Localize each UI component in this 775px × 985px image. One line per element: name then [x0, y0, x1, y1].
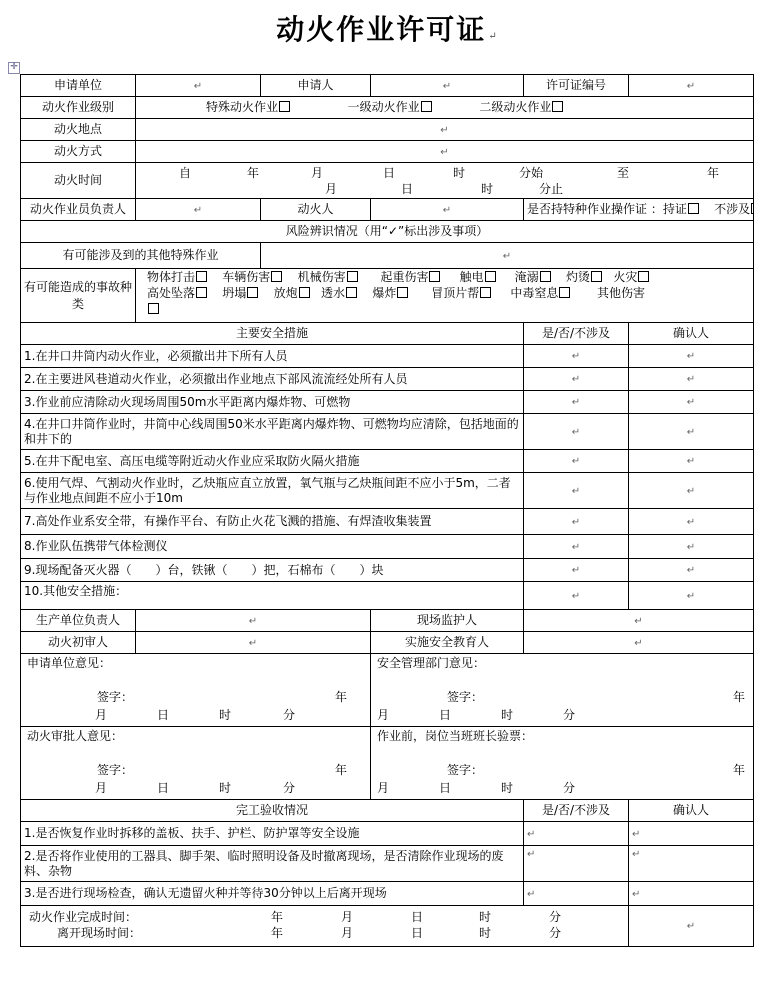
safety-educator-label: 实施安全教育人: [371, 632, 524, 654]
operator-label: 动火人: [261, 199, 371, 221]
measure-yesno-cell[interactable]: ↵: [524, 559, 629, 582]
measure-yesno-cell[interactable]: ↵: [524, 414, 629, 450]
measure-yesno-cell[interactable]: ↵: [524, 368, 629, 391]
time-field[interactable]: 自 年 月 日 时 分始 至 年 月 日 时 分止: [136, 163, 754, 199]
measure-yesno-cell[interactable]: ↵: [524, 582, 629, 610]
measure-item: 1.在井口井筒内动火作业，必须撤出井下所有人员: [21, 345, 524, 368]
level-first-checkbox[interactable]: [421, 101, 432, 112]
prod-leader-label: 生产单位负责人: [21, 610, 136, 632]
page-title: 动火作业许可证 ↵: [276, 13, 499, 46]
special-cert-field: 是否持特种作业操作证 ：持证 不涉及: [524, 199, 754, 221]
measure-item: 4.在井口井筒作业时，井筒中心线周围50米水平距离内爆炸物、可燃物均应清除，包括地面的和井下的: [21, 414, 524, 450]
level-label: 动火作业级别: [21, 97, 136, 119]
measure-confirm-cell[interactable]: ↵: [629, 473, 754, 509]
measure-item: 3.作业前应清除动火现场周围50m水平距离内爆炸物、可燃物: [21, 391, 524, 414]
measure-item: 10.其他安全措施：: [21, 582, 524, 610]
level-first: 一级动火作业: [347, 100, 420, 114]
measure-item: 7.高处作业系安全带，有操作平台、有防止火花飞溅的措施、有焊渣收集装置: [21, 509, 524, 535]
completion-confirm-cell[interactable]: ↵: [629, 846, 754, 882]
completion-yesno-cell[interactable]: ↵: [524, 822, 629, 846]
permit-no-field[interactable]: ↵: [629, 75, 754, 97]
measure-confirm-cell[interactable]: ↵: [629, 391, 754, 414]
table-move-handle-icon[interactable]: ✛: [8, 62, 20, 74]
site-monitor-label: 现场监护人: [371, 610, 524, 632]
permit-no-label: 许可证编号: [524, 75, 629, 97]
site-monitor-field[interactable]: ↵: [524, 610, 754, 632]
location-label: 动火地点: [21, 119, 136, 141]
completion-item: 2.是否将作业使用的工器具、脚手架、临时照明设备及时撤离现场，是否清除作业现场的废料、杂物: [21, 846, 524, 882]
measure-yesno-cell[interactable]: ↵: [524, 345, 629, 368]
accident-label: 有可能造成的事故种类: [21, 269, 136, 323]
location-field[interactable]: ↵: [136, 119, 754, 141]
level-options: [136, 97, 754, 119]
prod-leader-field[interactable]: ↵: [136, 610, 371, 632]
other-special-label: 有可能涉及到的其他特殊作业: [21, 243, 261, 269]
method-label: 动火方式: [21, 141, 136, 163]
level-second: 二级动火作业: [479, 100, 552, 114]
completion-confirm-header: 确认人: [629, 800, 754, 822]
measure-yesno-cell[interactable]: ↵: [524, 450, 629, 473]
completion-time-box[interactable]: 动火作业完成时间： 离开现场时间： 年 月 日 时 分 年 月 日 时 分: [21, 906, 629, 947]
measure-confirm-cell[interactable]: ↵: [629, 345, 754, 368]
completion-time-confirm-cell[interactable]: ↵: [629, 906, 754, 947]
risk-header: 风险辨识情况（用“✓”标出涉及事项）: [21, 221, 754, 243]
cert-yes-checkbox[interactable]: [688, 203, 699, 214]
measure-confirm-cell[interactable]: ↵: [629, 450, 754, 473]
time-label: 动火时间: [21, 163, 136, 199]
measure-item: 6.使用气焊、气割动火作业时，乙炔瓶应直立放置，氧气瓶与乙炔瓶间距不应小于5m，二者与作业地点间距不应小于10m: [21, 473, 524, 509]
measure-confirm-cell[interactable]: ↵: [629, 535, 754, 559]
measure-confirm-cell[interactable]: ↵: [629, 414, 754, 450]
approver-opinion-box[interactable]: 动火审批人意见： 签字： 年 月 日 时 分: [21, 727, 371, 800]
completion-item: 1.是否恢复作业时拆移的盖板、扶手、护栏、防护罩等安全设施: [21, 822, 524, 846]
measure-item: 8.作业队伍携带气体检测仪: [21, 535, 524, 559]
measure-yesno-cell[interactable]: ↵: [524, 535, 629, 559]
completion-yesno-cell[interactable]: ↵: [524, 882, 629, 906]
measures-yesno-header: 是/否/不涉及: [524, 323, 629, 345]
completion-confirm-cell[interactable]: ↵: [629, 882, 754, 906]
initial-reviewer-field[interactable]: ↵: [136, 632, 371, 654]
measure-item: 9.现场配备灭火器（ ）台，铁锹（ ）把，石棉布（ ）块: [21, 559, 524, 582]
level-second-checkbox[interactable]: [552, 101, 563, 112]
completion-header: 完工验收情况: [21, 800, 524, 822]
measure-confirm-cell[interactable]: ↵: [629, 509, 754, 535]
operator-field[interactable]: ↵: [371, 199, 524, 221]
applicant-label: 申请人: [261, 75, 371, 97]
method-field[interactable]: ↵: [136, 141, 754, 163]
apply-unit-field[interactable]: ↵: [136, 75, 261, 97]
completion-yesno-header: 是/否/不涉及: [524, 800, 629, 822]
shift-leader-check-box[interactable]: 作业前，岗位当班班长验票： 签字： 年 月 日 时 分: [371, 727, 754, 800]
level-special-checkbox[interactable]: [279, 101, 290, 112]
applicant-field[interactable]: ↵: [371, 75, 524, 97]
level-special: 特殊动火作业: [206, 100, 279, 114]
measure-confirm-cell[interactable]: ↵: [629, 368, 754, 391]
measure-yesno-cell[interactable]: ↵: [524, 391, 629, 414]
cert-na-checkbox[interactable]: [751, 203, 753, 214]
completion-yesno-cell[interactable]: ↵: [524, 846, 629, 882]
apply-opinion-box[interactable]: 申请单位意见： 签字： 年 月 日 时 分: [21, 654, 371, 727]
measure-confirm-cell[interactable]: ↵: [629, 582, 754, 610]
leader-field[interactable]: ↵: [136, 199, 261, 221]
other-special-field[interactable]: ↵: [261, 243, 754, 269]
measures-confirm-header: 确认人: [629, 323, 754, 345]
measure-confirm-cell[interactable]: ↵: [629, 559, 754, 582]
safety-dept-opinion-box[interactable]: 安全管理部门意见： 签字： 年 月 日 时 分: [371, 654, 754, 727]
safety-educator-field[interactable]: ↵: [524, 632, 754, 654]
measure-item: 5.在井下配电室、高压电缆等附近动火作业应采取防火隔火措施: [21, 450, 524, 473]
measure-yesno-cell[interactable]: ↵: [524, 509, 629, 535]
apply-unit-label: 申请单位: [21, 75, 136, 97]
measures-header: 主要安全措施: [21, 323, 524, 345]
initial-reviewer-label: 动火初审人: [21, 632, 136, 654]
accident-options: 物体打击 车辆伤害 机械伤害 起重伤害 触电 淹溺 灼烫 火灾 高处坠落 坍塌 放炮 透水 爆炸 冒顶片帮 中毒窒息 其他伤害: [136, 269, 754, 323]
completion-item: 3.是否进行现场检查，确认无遗留火种并等待30分钟以上后离开现场: [21, 882, 524, 906]
measure-item: 2.在主要进风巷道动火作业，必须撤出作业地点下部风流流经处所有人员: [21, 368, 524, 391]
leader-label: 动火作业员负责人: [21, 199, 136, 221]
measure-yesno-cell[interactable]: ↵: [524, 473, 629, 509]
permit-form-table: [20, 74, 754, 947]
completion-confirm-cell[interactable]: ↵: [629, 822, 754, 846]
